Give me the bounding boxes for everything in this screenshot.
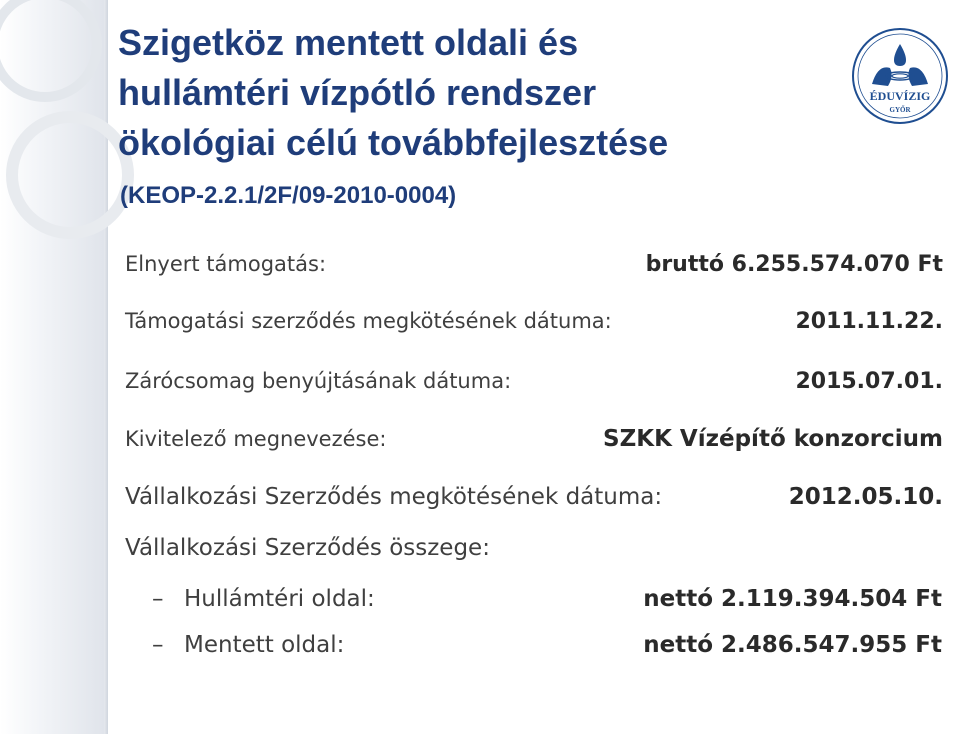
amount-label: Mentett oldal:: [184, 632, 345, 658]
grant-label: Elnyert támogatás:: [125, 252, 327, 276]
title-line-2: hullámtéri vízpótló rendszer: [118, 72, 597, 113]
logo-top-text: ÉDUVÍZIG: [869, 89, 931, 103]
works-contract-date-row: [125, 477, 943, 517]
project-code: (KEOP-2.2.1/2F/09-2010-0004): [120, 182, 457, 209]
amount-item-floodplain: [152, 579, 942, 619]
bullet-dash: –: [152, 586, 164, 612]
contractor-value: SZKK Vízépítő konzorcium: [603, 426, 943, 452]
contract-date-label: Támogatási szerződés megkötésének dátuma:: [125, 309, 612, 333]
works-contract-date-label: Vállalkozási Szerződés megkötésének dátuma:: [125, 484, 663, 510]
amount-label: Hullámtéri oldal:: [184, 586, 375, 612]
title-line-1: Szigetköz mentett oldali és: [118, 22, 579, 63]
amount-value: nettó 2.486.547.955 Ft: [643, 632, 942, 658]
closing-date-row: [125, 361, 943, 401]
title-line-3: ökológiai célú továbbfejlesztése: [118, 122, 669, 163]
works-contract-date-value: 2012.05.10.: [788, 484, 943, 510]
contractor-row: [125, 419, 943, 459]
grant-row: [125, 244, 943, 284]
amount-value: nettó 2.119.394.504 Ft: [643, 586, 942, 612]
eduvizig-logo: [850, 26, 950, 126]
page-title: [118, 18, 668, 168]
closing-date-value: 2015.07.01.: [795, 368, 943, 394]
amount-item-protected: [152, 625, 942, 665]
amount-heading: Vállalkozási Szerződés összege:: [125, 535, 490, 561]
closing-date-label: Zárócsomag benyújtásának dátuma:: [125, 369, 512, 393]
contractor-label: Kivitelező megnevezése:: [125, 427, 387, 451]
logo-bottom-text: GYŐR: [889, 106, 911, 114]
contract-date-value: 2011.11.22.: [795, 308, 943, 334]
bullet-dash: –: [152, 632, 164, 658]
grant-value: bruttó 6.255.574.070 Ft: [645, 251, 943, 277]
contract-date-row: [125, 301, 943, 341]
